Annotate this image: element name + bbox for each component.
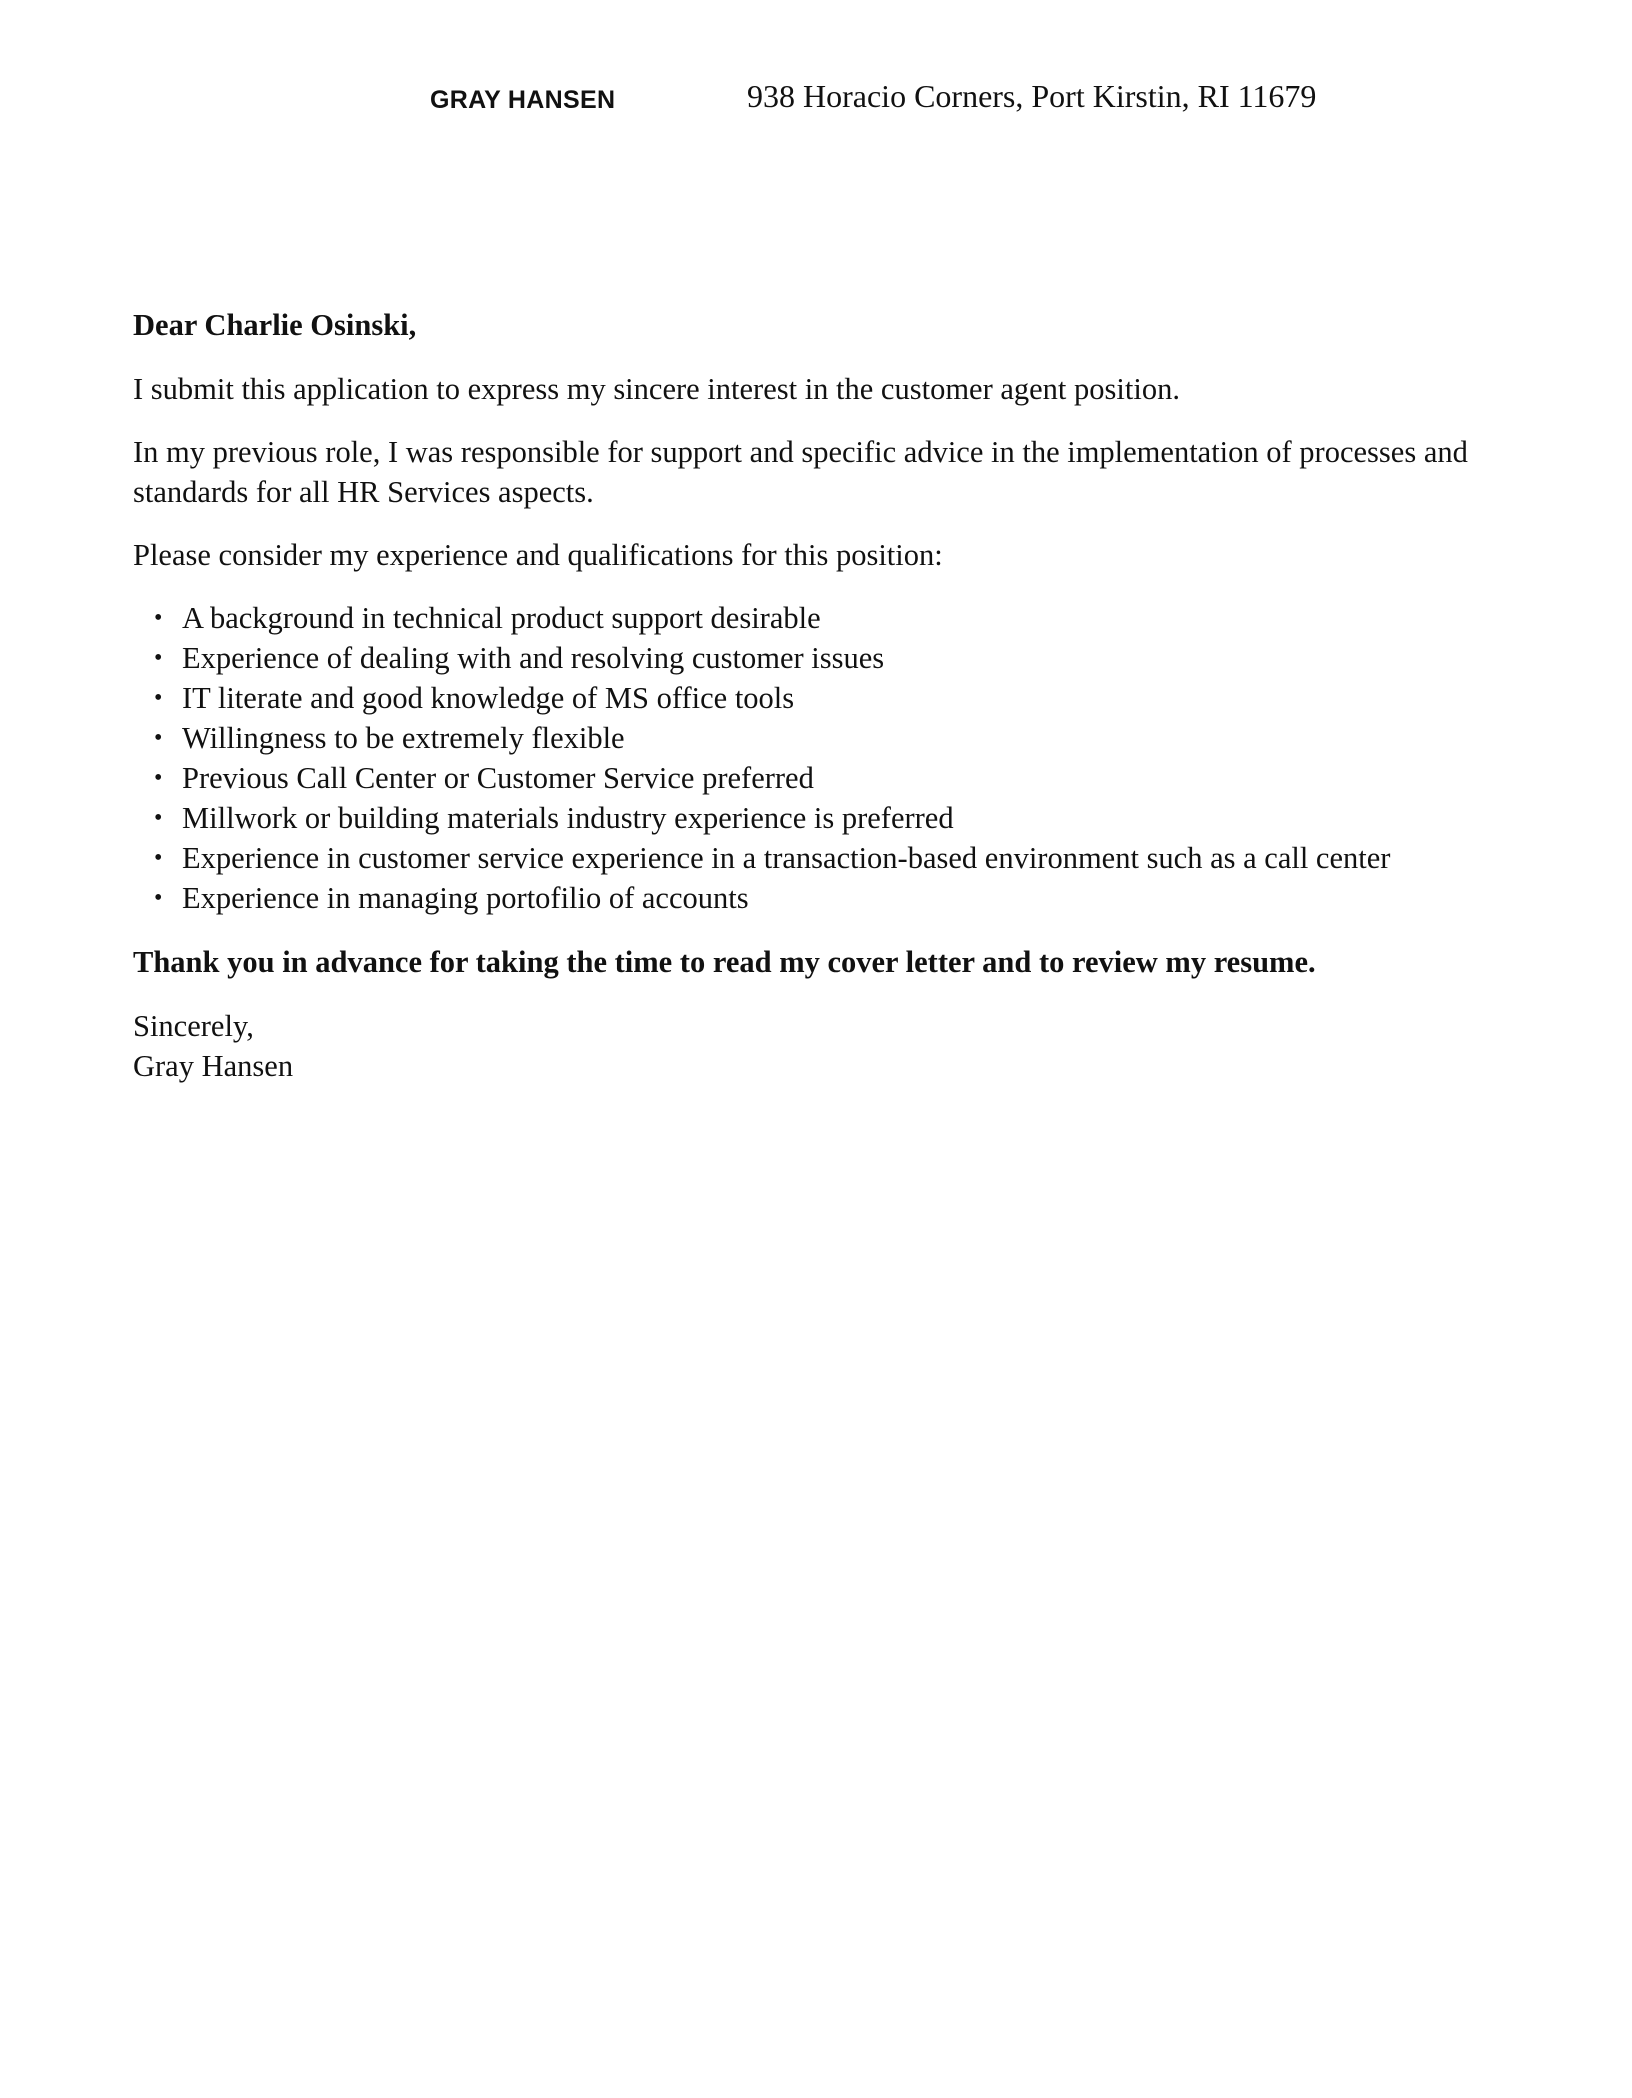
bullet-icon: • bbox=[154, 645, 163, 671]
intro-paragraph: I submit this application to express my sincere interest in the customer agent position. bbox=[133, 372, 1180, 406]
sender-name: GRAY HANSEN bbox=[430, 86, 616, 114]
qualification-text: A background in technical product support desirable bbox=[182, 601, 821, 635]
qualification-item bbox=[154, 638, 1513, 678]
bullet-icon: • bbox=[154, 805, 163, 831]
qualification-item bbox=[154, 838, 1513, 878]
qualification-text: Experience in managing portofilio of accounts bbox=[182, 881, 749, 915]
qualification-item bbox=[154, 598, 1513, 638]
qualification-text: Experience in customer service experience in a transaction-based environment such as a call center bbox=[182, 841, 1391, 875]
qualifications-lead: Please consider my experience and qualifications for this position: bbox=[133, 538, 943, 572]
bullet-icon: • bbox=[154, 765, 163, 791]
qualification-item bbox=[154, 758, 1513, 798]
qualification-item bbox=[154, 718, 1513, 758]
salutation: Dear Charlie Osinski, bbox=[133, 308, 417, 342]
qualification-text: IT literate and good knowledge of MS office tools bbox=[182, 681, 795, 715]
qualification-item bbox=[154, 798, 1513, 838]
qualification-text: Experience of dealing with and resolving customer issues bbox=[182, 641, 885, 675]
signoff: Sincerely, bbox=[133, 1009, 254, 1043]
bullet-icon: • bbox=[154, 685, 163, 711]
bullet-icon: • bbox=[154, 725, 163, 751]
letter-body bbox=[133, 305, 1513, 1086]
bullet-icon: • bbox=[154, 885, 163, 911]
previous-role-paragraph: In my previous role, I was responsible for support and specific advice in the implementation of processes and standards for all HR Services aspects. bbox=[133, 435, 1468, 509]
qualification-text: Willingness to be extremely flexible bbox=[182, 721, 625, 755]
thanks-paragraph: Thank you in advance for taking the time to read my cover letter and to review my resume. bbox=[133, 945, 1316, 979]
bullet-icon: • bbox=[154, 605, 163, 631]
qualification-item bbox=[154, 678, 1513, 718]
bullet-icon: • bbox=[154, 845, 163, 871]
qualification-text: Previous Call Center or Customer Service preferred bbox=[182, 761, 814, 795]
sender-address: 938 Horacio Corners, Port Kirstin, RI 11679 bbox=[747, 78, 1317, 114]
qualification-text: Millwork or building materials industry experience is preferred bbox=[182, 801, 954, 835]
signature-name: Gray Hansen bbox=[133, 1049, 294, 1083]
letter-header bbox=[0, 78, 1632, 128]
qualification-item bbox=[154, 878, 1513, 918]
qualifications-list bbox=[133, 598, 1513, 918]
